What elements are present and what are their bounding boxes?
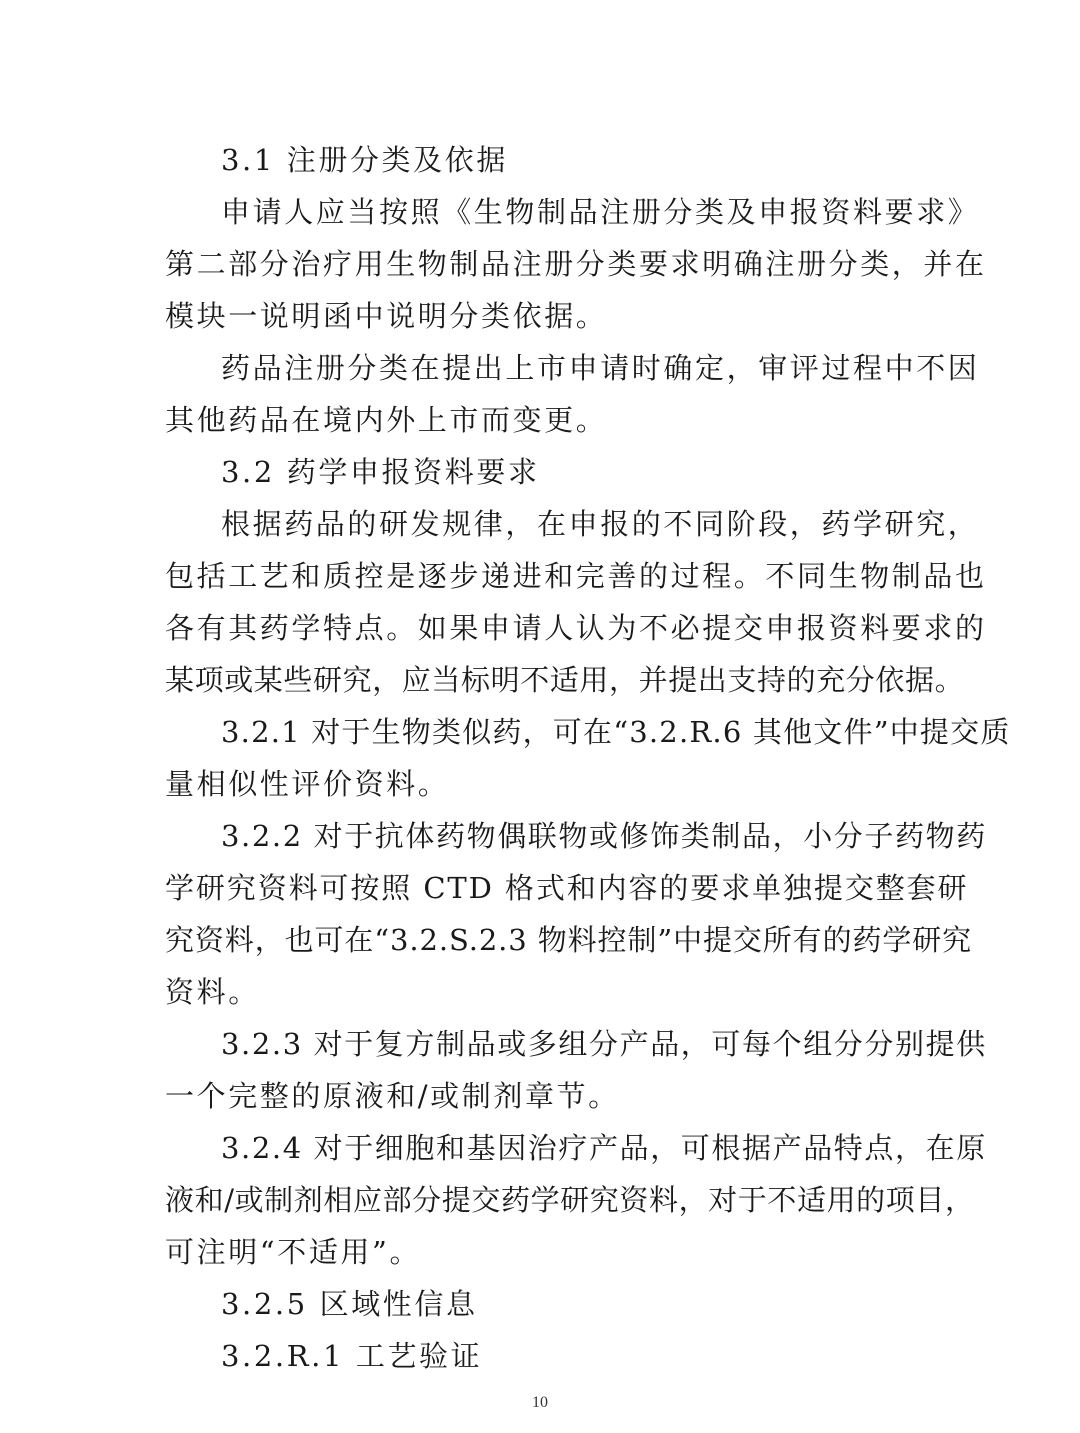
paragraph-line: 资料。 [165,975,260,1009]
section-heading: 3.2.R.1 工艺验证 [221,1339,483,1373]
paragraph-line: 可注明“不适用”。 [165,1235,422,1269]
paragraph-line: 药品注册分类在提出上市申请时确定，审评过程中不因 [221,351,980,385]
paragraph-line: 模块一说明函中说明分类依据。 [165,299,608,333]
paragraph-line: 3.2.4 对于细胞和基因治疗产品，可根据产品特点，在原 [221,1131,987,1165]
section-heading: 3.2 药学申报资料要求 [221,455,540,489]
paragraph-line: 液和/或制剂相应部分提交药学研究资料，对于不适用的项目， [165,1183,975,1217]
page-number: 10 [532,1394,548,1411]
paragraph-line: 根据药品的研发规律，在申报的不同阶段，药学研究， [221,507,980,541]
paragraph-line: 其他药品在境内外上市而变更。 [165,403,608,437]
section-heading: 3.1 注册分类及依据 [221,143,508,177]
paragraph-line: 学研究资料可按照 CTD 格式和内容的要求单独提交整套研 [165,871,969,905]
paragraph-line: 3.2.1 对于生物类似药，可在“3.2.R.6 其他文件”中提交质 [221,715,1011,749]
paragraph-line: 究资料，也可在“3.2.S.2.3 物料控制”中提交所有的药学研究 [165,923,973,957]
paragraph-line: 各有其药学特点。如果申请人认为不必提交申报资料要求的 [165,611,987,645]
section-heading: 3.2.5 区域性信息 [221,1287,478,1321]
paragraph-line: 某项或某些研究，应当标明不适用，并提出支持的充分依据。 [165,663,965,697]
paragraph-line: 3.2.3 对于复方制品或多组分产品，可每个组分分别提供 [221,1027,987,1061]
paragraph-line: 量相似性评价资料。 [165,767,450,801]
paragraph-line: 包括工艺和质控是逐步递进和完善的过程。不同生物制品也 [165,559,987,593]
paragraph-line: 3.2.2 对于抗体药物偶联物或修饰类制品，小分子药物药 [221,819,987,853]
paragraph-line: 第二部分治疗用生物制品注册分类要求明确注册分类，并在 [165,247,987,281]
paragraph-line: 申请人应当按照《生物制品注册分类及申报资料要求》 [221,195,980,229]
paragraph-line: 一个完整的原液和/或制剂章节。 [165,1079,620,1113]
